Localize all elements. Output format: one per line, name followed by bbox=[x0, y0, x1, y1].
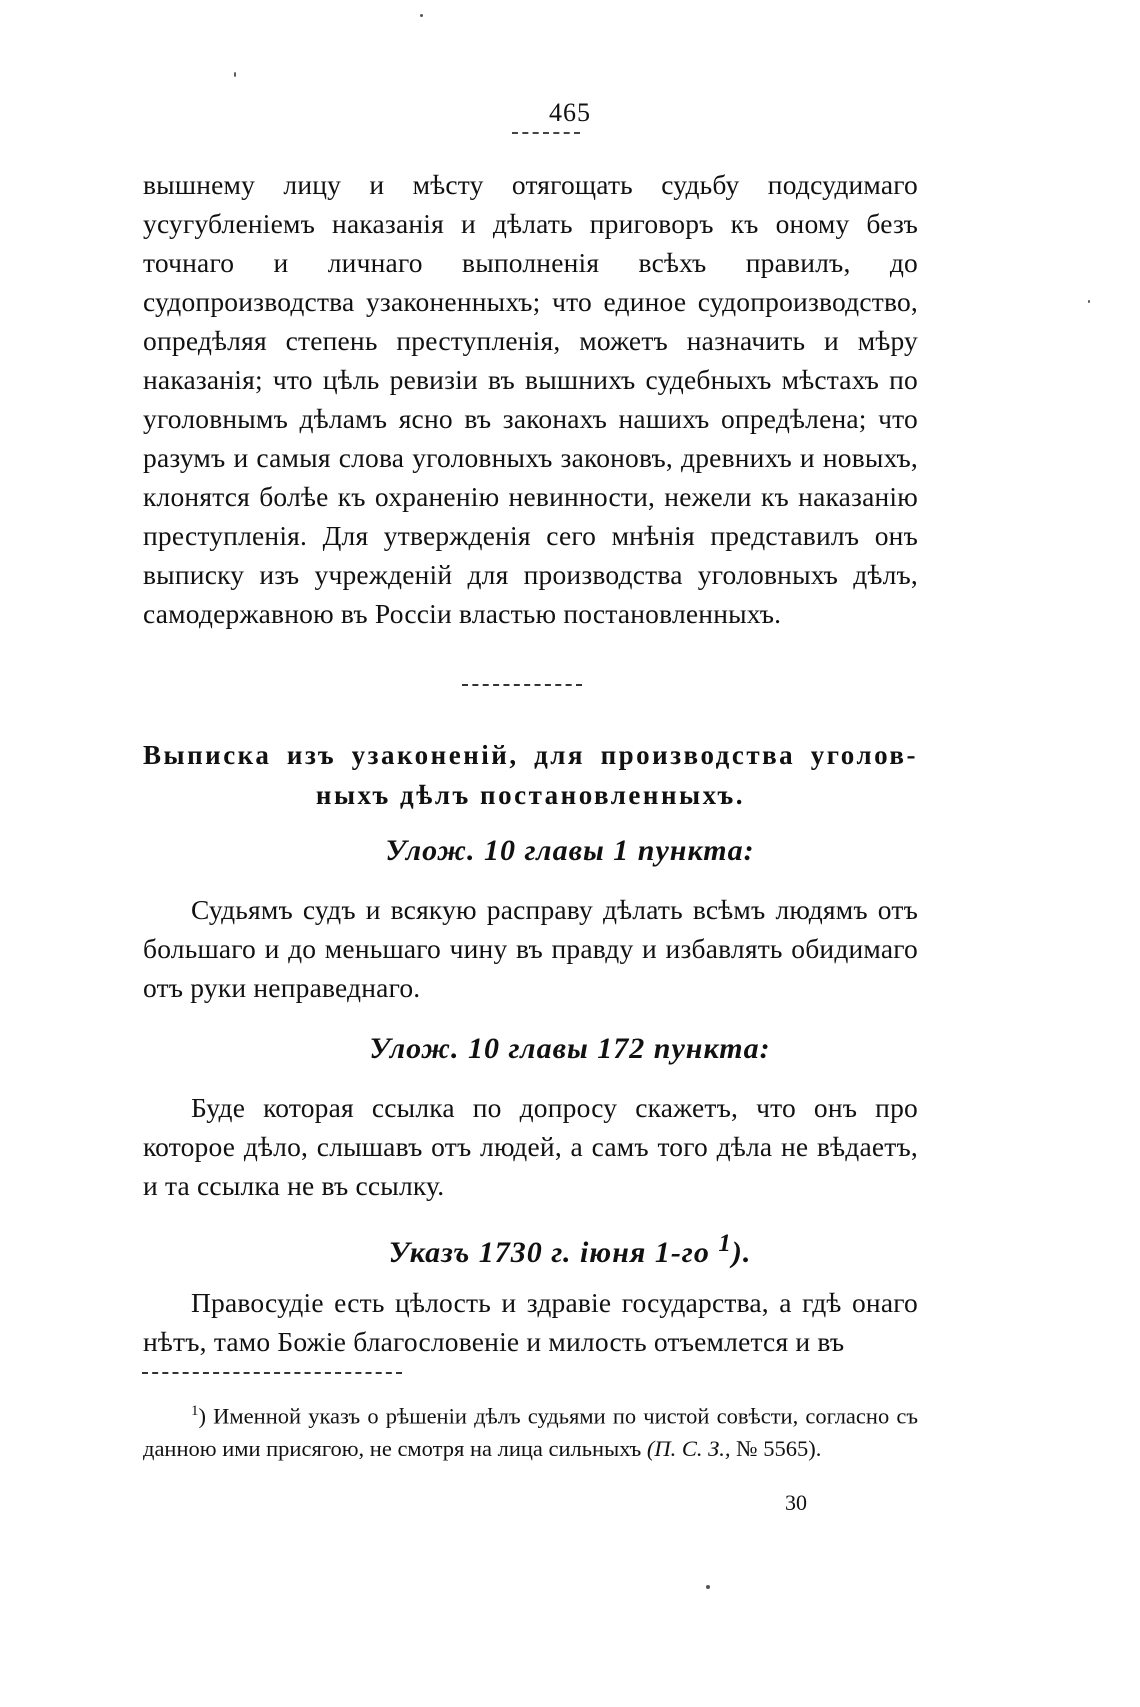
ink-speck bbox=[234, 72, 236, 77]
footnote-marker: 1 bbox=[718, 1230, 732, 1257]
footnote-number: 1 bbox=[191, 1403, 199, 1419]
page-number: 465 bbox=[549, 98, 591, 127]
ink-speck bbox=[706, 1585, 710, 1589]
footnote-text: ) Именной указъ о рѣшеніи дѣлъ судьями по чистой совѣсти, согласно съ данною ими присягою, не смотря на лица сильныхъ bbox=[143, 1403, 918, 1461]
footnote bbox=[143, 1395, 918, 1465]
page-number-rule bbox=[512, 132, 580, 134]
section-paragraph-3: Правосудіе есть цѣлость и здравіе государства, а гдѣ онаго нѣтъ, тамо Божіе благословеніе и милость отъемлется и въ bbox=[143, 1287, 918, 1357]
section-heading bbox=[143, 735, 918, 815]
subheading-3-title: Указъ 1730 г. іюня 1-го bbox=[388, 1236, 710, 1269]
section-separator bbox=[462, 684, 582, 686]
footnote-reference: (П. С. З., bbox=[646, 1435, 731, 1461]
section-paragraph-1: Судьямъ судъ и всякую расправу дѣлать всѣмъ людямъ отъ большаго и до меньшаго чину въ правду и избавлять обидимаго отъ руки неправеднаго. bbox=[143, 894, 918, 1003]
footnote-separator bbox=[142, 1372, 402, 1374]
signature-mark: 30 bbox=[785, 1490, 807, 1515]
section-paragraph-2: Буде которая ссылка по допросу скажетъ, что онъ про которое дѣло, слышавъ отъ людей, а самъ того дѣла не вѣдаетъ, и та ссылка не въ ссылку. bbox=[143, 1092, 918, 1201]
ink-speck bbox=[1088, 300, 1090, 303]
subheading-3 bbox=[0, 1225, 1140, 1272]
subheading-1: Улож. 10 главы 1 пункта: bbox=[385, 834, 755, 867]
intro-paragraph: вышнему лицу и мѣсту отягощать судьбу подсудимаго усугубленіемъ наказанія и дѣлать приговоръ къ оному безъ точнаго и личнаго выполненія всѣхъ правилъ, до судопроизводства узаконенныхъ; что единое судопроизводство, опредѣляя степень преступленія, можетъ назначить и мѣру наказанія; что цѣль ревизіи въ вышнихъ судебныхъ мѣстахъ по уголовнымъ дѣламъ ясно въ законахъ нашихъ опредѣлена; что разумъ и самыя слова уголовныхъ законовъ, древнихъ и новыхъ, клонятся болѣе къ охраненію невинности, нежели къ наказанію преступленія. Для утвержденія сего мнѣнія представилъ онъ выписку изъ учрежденій для производства уголовныхъ дѣлъ, самодержавною въ Россіи властью постановленныхъ. bbox=[143, 169, 918, 629]
heading-line-2: ныхъ дѣлъ постановленныхъ. bbox=[315, 780, 746, 810]
subheading-3-suffix: ). bbox=[731, 1236, 752, 1269]
subheading-2: Улож. 10 главы 172 пункта: bbox=[369, 1032, 771, 1065]
footnote-number-ref: № 5565). bbox=[730, 1435, 822, 1461]
ink-speck bbox=[420, 14, 423, 17]
heading-line-1: Выписка изъ узаконеній, для производства уголов- bbox=[143, 740, 918, 770]
